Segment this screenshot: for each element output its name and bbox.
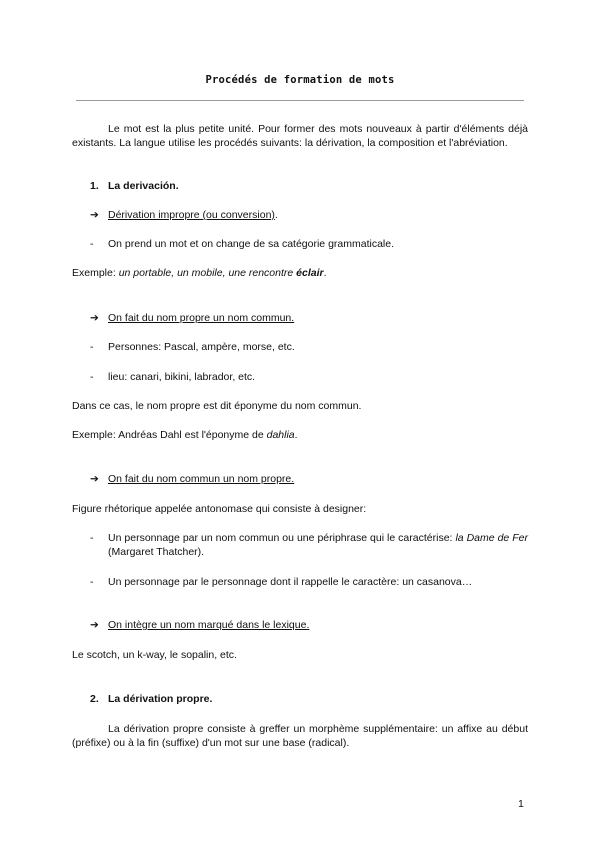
section-2-number: 2. bbox=[90, 693, 99, 705]
example-1-italic: un portable, un mobile, une rencontre bbox=[118, 267, 294, 279]
page-number: 1 bbox=[518, 798, 524, 810]
title-divider bbox=[76, 100, 524, 101]
section-2-paragraph: La dérivation propre consiste à greffer un morphème supplémentaire: un affixe au début (préfixe) ou à la fin (suffixe) d'un mot sur une base (radical). bbox=[72, 723, 528, 750]
subsection-3-bullet-1-a: Un personnage par un nom commun ou une périphrase qui le caractérise: bbox=[108, 532, 453, 544]
example-2-end: . bbox=[294, 429, 298, 441]
example-1-end: . bbox=[323, 267, 327, 279]
arrow-icon: ➔ bbox=[90, 619, 99, 631]
dash-bullet: - bbox=[90, 576, 94, 588]
eponym-text: Dans ce cas, le nom propre est dit éponyme du nom commun. bbox=[72, 400, 362, 412]
subsection-3-bullet-1-b: (Margaret Thatcher). bbox=[108, 546, 205, 559]
example-2 bbox=[72, 428, 298, 442]
subsection-3-title: On fait du nom commun un nom propre. bbox=[108, 473, 295, 485]
subsection-3-bullet bbox=[108, 531, 528, 560]
subsection-1-title: Dérivation impropre (ou conversion) bbox=[108, 209, 275, 221]
section-1-number: 1. bbox=[90, 180, 99, 192]
subsection-1-bullet: On prend un mot et on change de sa catégorie grammaticale. bbox=[108, 238, 395, 250]
subsection-2-bullet: lieu: canari, bikini, labrador, etc. bbox=[108, 371, 256, 383]
example-2-italic: dahlia bbox=[266, 429, 295, 441]
intro-paragraph: Le mot est la plus petite unité. Pour former des mots nouveaux à partir d'éléments déjà existants. La langue utilise les procédés suivants: la dérivation, la composition et l'abréviation. bbox=[72, 123, 528, 150]
dash-bullet: - bbox=[90, 532, 94, 544]
figure-text: Figure rhétorique appelée antonomase qui consiste à designer: bbox=[72, 503, 367, 515]
dash-bullet: - bbox=[90, 238, 94, 250]
arrow-icon: ➔ bbox=[90, 312, 99, 324]
subsection-2-title: On fait du nom propre un nom commun. bbox=[108, 312, 295, 324]
arrow-icon: ➔ bbox=[90, 473, 99, 485]
example-1 bbox=[72, 266, 327, 280]
example-2-prefix: Exemple: Andréas Dahl est l'éponyme de bbox=[72, 429, 264, 441]
subsection-1-period: . bbox=[274, 209, 278, 221]
page-title: Procédés de formation de mots bbox=[205, 74, 395, 86]
section-2-heading: La dérivation propre. bbox=[108, 693, 213, 705]
arrow-icon: ➔ bbox=[90, 209, 99, 221]
subsection-2-bullet: Personnes: Pascal, ampère, morse, etc. bbox=[108, 341, 295, 353]
subsection-1-label bbox=[108, 208, 278, 222]
example-1-bold: éclair bbox=[296, 267, 324, 279]
subsection-4-text: Le scotch, un k-way, le sopalin, etc. bbox=[72, 649, 237, 661]
dash-bullet: - bbox=[90, 341, 94, 353]
subsection-3-bullet-1-italic: la Dame de Fer bbox=[455, 532, 528, 544]
subsection-3-bullet: Un personnage par le personnage dont il rappelle le caractère: un casanova… bbox=[108, 576, 473, 588]
section-1-heading: La derivación. bbox=[108, 180, 179, 192]
example-1-prefix: Exemple: bbox=[72, 267, 116, 279]
dash-bullet: - bbox=[90, 371, 94, 383]
subsection-4-title: On intègre un nom marqué dans le lexique. bbox=[108, 619, 310, 631]
